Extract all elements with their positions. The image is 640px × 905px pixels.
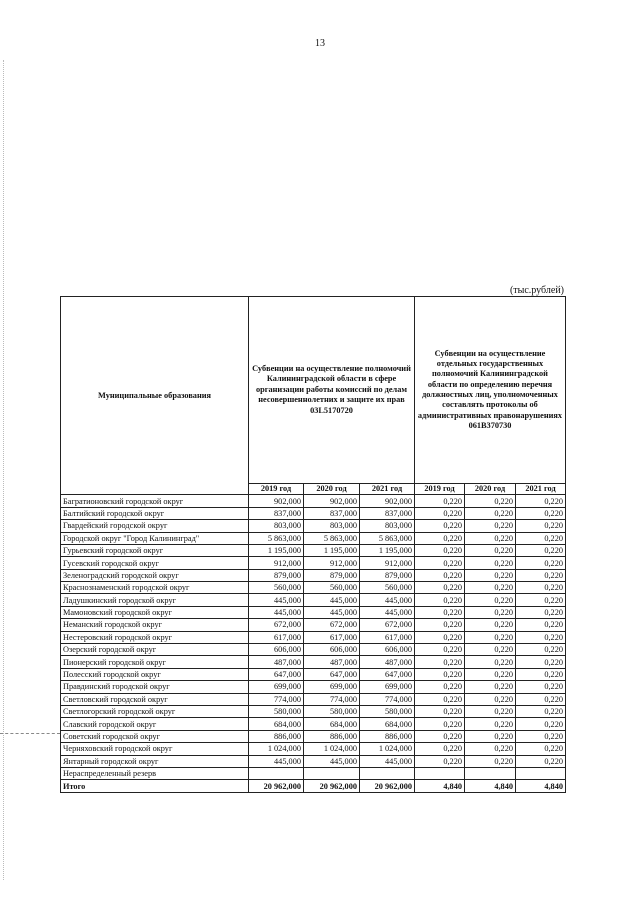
cell-value: 0,220: [465, 507, 516, 519]
cell-value: 0,220: [516, 693, 566, 705]
municipality-name: Гурьевский городской округ: [61, 544, 249, 556]
margin-dotted-line: [3, 60, 5, 880]
cell-value: 1 195,000: [360, 544, 415, 556]
cell-value: 445,000: [304, 755, 360, 767]
total-value: 4,840: [415, 780, 465, 792]
cell-value: 774,000: [304, 693, 360, 705]
municipality-name: Светлогорский городской округ: [61, 706, 249, 718]
cell-value: 0,220: [415, 582, 465, 594]
cell-value: 0,220: [465, 606, 516, 618]
municipality-name: Гвардейский городской округ: [61, 520, 249, 532]
cell-value: 445,000: [360, 594, 415, 606]
units-label: (тыс.рублей): [509, 285, 564, 296]
cell-value: 0,220: [516, 606, 566, 618]
header-year: 2021 год: [360, 484, 415, 495]
cell-value: 0,220: [465, 594, 516, 606]
table-row: [61, 582, 566, 594]
cell-value: 0,220: [465, 743, 516, 755]
cell-value: 5 863,000: [360, 532, 415, 544]
table-row: [61, 532, 566, 544]
cell-value: 0,220: [415, 520, 465, 532]
municipality-name: Озерский городской округ: [61, 644, 249, 656]
margin-dash-line: [0, 733, 60, 734]
cell-value: 774,000: [249, 693, 304, 705]
header-year: 2019 год: [415, 484, 465, 495]
cell-value: 0,220: [465, 730, 516, 742]
cell-value: 0,220: [465, 656, 516, 668]
cell-value: 0,220: [415, 681, 465, 693]
cell-value: 0,220: [415, 656, 465, 668]
cell-value: 803,000: [360, 520, 415, 532]
cell-value: 5 863,000: [249, 532, 304, 544]
cell-value: 0,220: [415, 619, 465, 631]
municipality-name: Пионерский городской округ: [61, 656, 249, 668]
cell-value: 699,000: [304, 681, 360, 693]
cell-value: 487,000: [304, 656, 360, 668]
cell-value: 0,220: [516, 631, 566, 643]
cell-value: 0,220: [415, 532, 465, 544]
cell-value: 0,220: [465, 582, 516, 594]
cell-value: 0,220: [516, 718, 566, 730]
municipality-name: Черняховский городской округ: [61, 743, 249, 755]
cell-value: 886,000: [360, 730, 415, 742]
cell-value: 0,220: [516, 644, 566, 656]
cell-value: 647,000: [249, 668, 304, 680]
total-row: [61, 780, 566, 792]
cell-value: 0,220: [465, 718, 516, 730]
total-label: Итого: [61, 780, 249, 792]
cell-value: 0,220: [516, 557, 566, 569]
table-row: [61, 706, 566, 718]
municipality-name: Светловский городской округ: [61, 693, 249, 705]
cell-value: 0,220: [415, 693, 465, 705]
cell-value: 684,000: [360, 718, 415, 730]
table-row: [61, 619, 566, 631]
cell-value: 0,220: [516, 507, 566, 519]
cell-value: 1 195,000: [304, 544, 360, 556]
cell-value: 0,220: [465, 631, 516, 643]
cell-value: 0,220: [465, 569, 516, 581]
page-number: 13: [315, 38, 325, 49]
table-body: [61, 495, 566, 792]
municipality-name: Гусевский городской округ: [61, 557, 249, 569]
cell-value: 0,220: [516, 743, 566, 755]
cell-value: 0,220: [415, 755, 465, 767]
cell-value: 0,220: [465, 532, 516, 544]
cell-value: 699,000: [249, 681, 304, 693]
cell-value: 445,000: [304, 606, 360, 618]
table-row: [61, 644, 566, 656]
cell-value: 672,000: [249, 619, 304, 631]
cell-value: 0,220: [516, 544, 566, 556]
table-row: [61, 606, 566, 618]
cell-value: 0,220: [415, 569, 465, 581]
table-row: [61, 520, 566, 532]
municipality-name: Славский городской округ: [61, 718, 249, 730]
cell-value: 0,220: [516, 755, 566, 767]
header-group-commissions: Субвенции на осуществление полномочий Калининградской области в сфере организации работы комиссий по делам несовершеннолетних и защите их прав 03L5170720: [249, 297, 415, 484]
table-row: [61, 557, 566, 569]
cell-value: 0,220: [415, 631, 465, 643]
cell-value: 0,220: [516, 495, 566, 507]
cell-value: 902,000: [360, 495, 415, 507]
cell-value: 837,000: [249, 507, 304, 519]
cell-value: 0,220: [465, 693, 516, 705]
header-year: 2020 год: [304, 484, 360, 495]
cell-value: 0,220: [516, 656, 566, 668]
cell-value: 445,000: [249, 594, 304, 606]
cell-value: 0,220: [415, 557, 465, 569]
cell-value: 0,220: [465, 619, 516, 631]
cell-value: 580,000: [304, 706, 360, 718]
table-row: [61, 693, 566, 705]
municipality-name: Янтарный городской округ: [61, 755, 249, 767]
table-row: [61, 507, 566, 519]
total-value: 20 962,000: [304, 780, 360, 792]
municipality-name: Багратионовский городской округ: [61, 495, 249, 507]
header-year: 2019 год: [249, 484, 304, 495]
cell-value: [415, 767, 465, 779]
cell-value: 487,000: [360, 656, 415, 668]
cell-value: 617,000: [360, 631, 415, 643]
municipality-name: Нестеровский городской округ: [61, 631, 249, 643]
cell-value: 879,000: [249, 569, 304, 581]
table-row: [61, 755, 566, 767]
cell-value: 0,220: [415, 495, 465, 507]
cell-value: 0,220: [415, 507, 465, 519]
cell-value: 0,220: [516, 532, 566, 544]
cell-value: 445,000: [304, 594, 360, 606]
cell-value: 1 024,000: [360, 743, 415, 755]
table-row: [61, 544, 566, 556]
cell-value: 0,220: [465, 495, 516, 507]
cell-value: 837,000: [360, 507, 415, 519]
cell-value: 0,220: [415, 594, 465, 606]
total-value: 20 962,000: [360, 780, 415, 792]
municipality-name: Правдинский городской округ: [61, 681, 249, 693]
header-year: 2020 год: [465, 484, 516, 495]
header-municipal: Муниципальные образования: [61, 297, 249, 495]
cell-value: 5 863,000: [304, 532, 360, 544]
cell-value: 445,000: [360, 755, 415, 767]
cell-value: 0,220: [415, 743, 465, 755]
cell-value: 0,220: [516, 569, 566, 581]
table-row: [61, 681, 566, 693]
cell-value: 0,220: [415, 544, 465, 556]
table-row: [61, 668, 566, 680]
cell-value: 560,000: [249, 582, 304, 594]
cell-value: 0,220: [516, 619, 566, 631]
cell-value: 0,220: [415, 668, 465, 680]
cell-value: 445,000: [249, 606, 304, 618]
cell-value: 0,220: [516, 681, 566, 693]
table-row: [61, 656, 566, 668]
cell-value: 647,000: [304, 668, 360, 680]
cell-value: 0,220: [465, 755, 516, 767]
cell-value: 1 024,000: [249, 743, 304, 755]
municipality-name: Неманский городской округ: [61, 619, 249, 631]
cell-value: 0,220: [516, 730, 566, 742]
cell-value: 803,000: [304, 520, 360, 532]
municipality-name: Зеленоградский городской округ: [61, 569, 249, 581]
cell-value: 672,000: [360, 619, 415, 631]
cell-value: 0,220: [415, 730, 465, 742]
cell-value: 0,220: [415, 606, 465, 618]
municipality-name: Краснознаменский городской округ: [61, 582, 249, 594]
cell-value: 580,000: [249, 706, 304, 718]
cell-value: 0,220: [516, 520, 566, 532]
header-group-officials: Субвенции на осуществление отдельных государственных полномочий Калининградской области по определению перечня должностных лиц, уполномоченных составлять протоколы об административных правонарушениях 061B370730: [415, 297, 566, 484]
cell-value: 0,220: [516, 668, 566, 680]
cell-value: 672,000: [304, 619, 360, 631]
municipality-name: Мамоновский городской округ: [61, 606, 249, 618]
cell-value: 580,000: [360, 706, 415, 718]
cell-value: 0,220: [465, 644, 516, 656]
cell-value: 617,000: [249, 631, 304, 643]
cell-value: 1 024,000: [304, 743, 360, 755]
cell-value: [249, 767, 304, 779]
cell-value: 837,000: [304, 507, 360, 519]
cell-value: [516, 767, 566, 779]
header-year: 2021 год: [516, 484, 566, 495]
cell-value: 912,000: [304, 557, 360, 569]
cell-value: 647,000: [360, 668, 415, 680]
cell-value: [304, 767, 360, 779]
cell-value: 606,000: [304, 644, 360, 656]
table-row: [61, 594, 566, 606]
cell-value: 606,000: [249, 644, 304, 656]
cell-value: 0,220: [415, 706, 465, 718]
cell-value: 699,000: [360, 681, 415, 693]
cell-value: 912,000: [360, 557, 415, 569]
cell-value: 0,220: [465, 557, 516, 569]
cell-value: 0,220: [516, 582, 566, 594]
cell-value: 902,000: [304, 495, 360, 507]
cell-value: 886,000: [249, 730, 304, 742]
cell-value: [465, 767, 516, 779]
table-row: [61, 730, 566, 742]
total-value: 4,840: [465, 780, 516, 792]
cell-value: 879,000: [360, 569, 415, 581]
cell-value: 0,220: [465, 668, 516, 680]
cell-value: [360, 767, 415, 779]
cell-value: 774,000: [360, 693, 415, 705]
municipality-name: Городской округ "Город Калининград": [61, 532, 249, 544]
table-row: [61, 631, 566, 643]
cell-value: 902,000: [249, 495, 304, 507]
cell-value: 0,220: [465, 520, 516, 532]
cell-value: 445,000: [360, 606, 415, 618]
total-value: 20 962,000: [249, 780, 304, 792]
cell-value: 0,220: [465, 706, 516, 718]
municipality-name: Ладушкинский городской округ: [61, 594, 249, 606]
table-row: [61, 569, 566, 581]
cell-value: 886,000: [304, 730, 360, 742]
cell-value: 0,220: [415, 644, 465, 656]
cell-value: 0,220: [465, 544, 516, 556]
cell-value: 684,000: [249, 718, 304, 730]
cell-value: 606,000: [360, 644, 415, 656]
subventions-table: [60, 296, 566, 793]
cell-value: 803,000: [249, 520, 304, 532]
cell-value: 684,000: [304, 718, 360, 730]
total-value: 4,840: [516, 780, 566, 792]
cell-value: 1 195,000: [249, 544, 304, 556]
cell-value: 617,000: [304, 631, 360, 643]
table-row: [61, 767, 566, 779]
municipality-name: Советский городской округ: [61, 730, 249, 742]
cell-value: 0,220: [415, 718, 465, 730]
table-row: [61, 495, 566, 507]
cell-value: 879,000: [304, 569, 360, 581]
cell-value: 0,220: [516, 706, 566, 718]
municipality-name: Полесский городской округ: [61, 668, 249, 680]
cell-value: 912,000: [249, 557, 304, 569]
municipality-name: Нераспределенный резерв: [61, 767, 249, 779]
cell-value: 560,000: [360, 582, 415, 594]
cell-value: 0,220: [516, 594, 566, 606]
cell-value: 560,000: [304, 582, 360, 594]
cell-value: 0,220: [465, 681, 516, 693]
municipality-name: Балтийский городской округ: [61, 507, 249, 519]
table-row: [61, 743, 566, 755]
cell-value: 487,000: [249, 656, 304, 668]
table-row: [61, 718, 566, 730]
cell-value: 445,000: [249, 755, 304, 767]
